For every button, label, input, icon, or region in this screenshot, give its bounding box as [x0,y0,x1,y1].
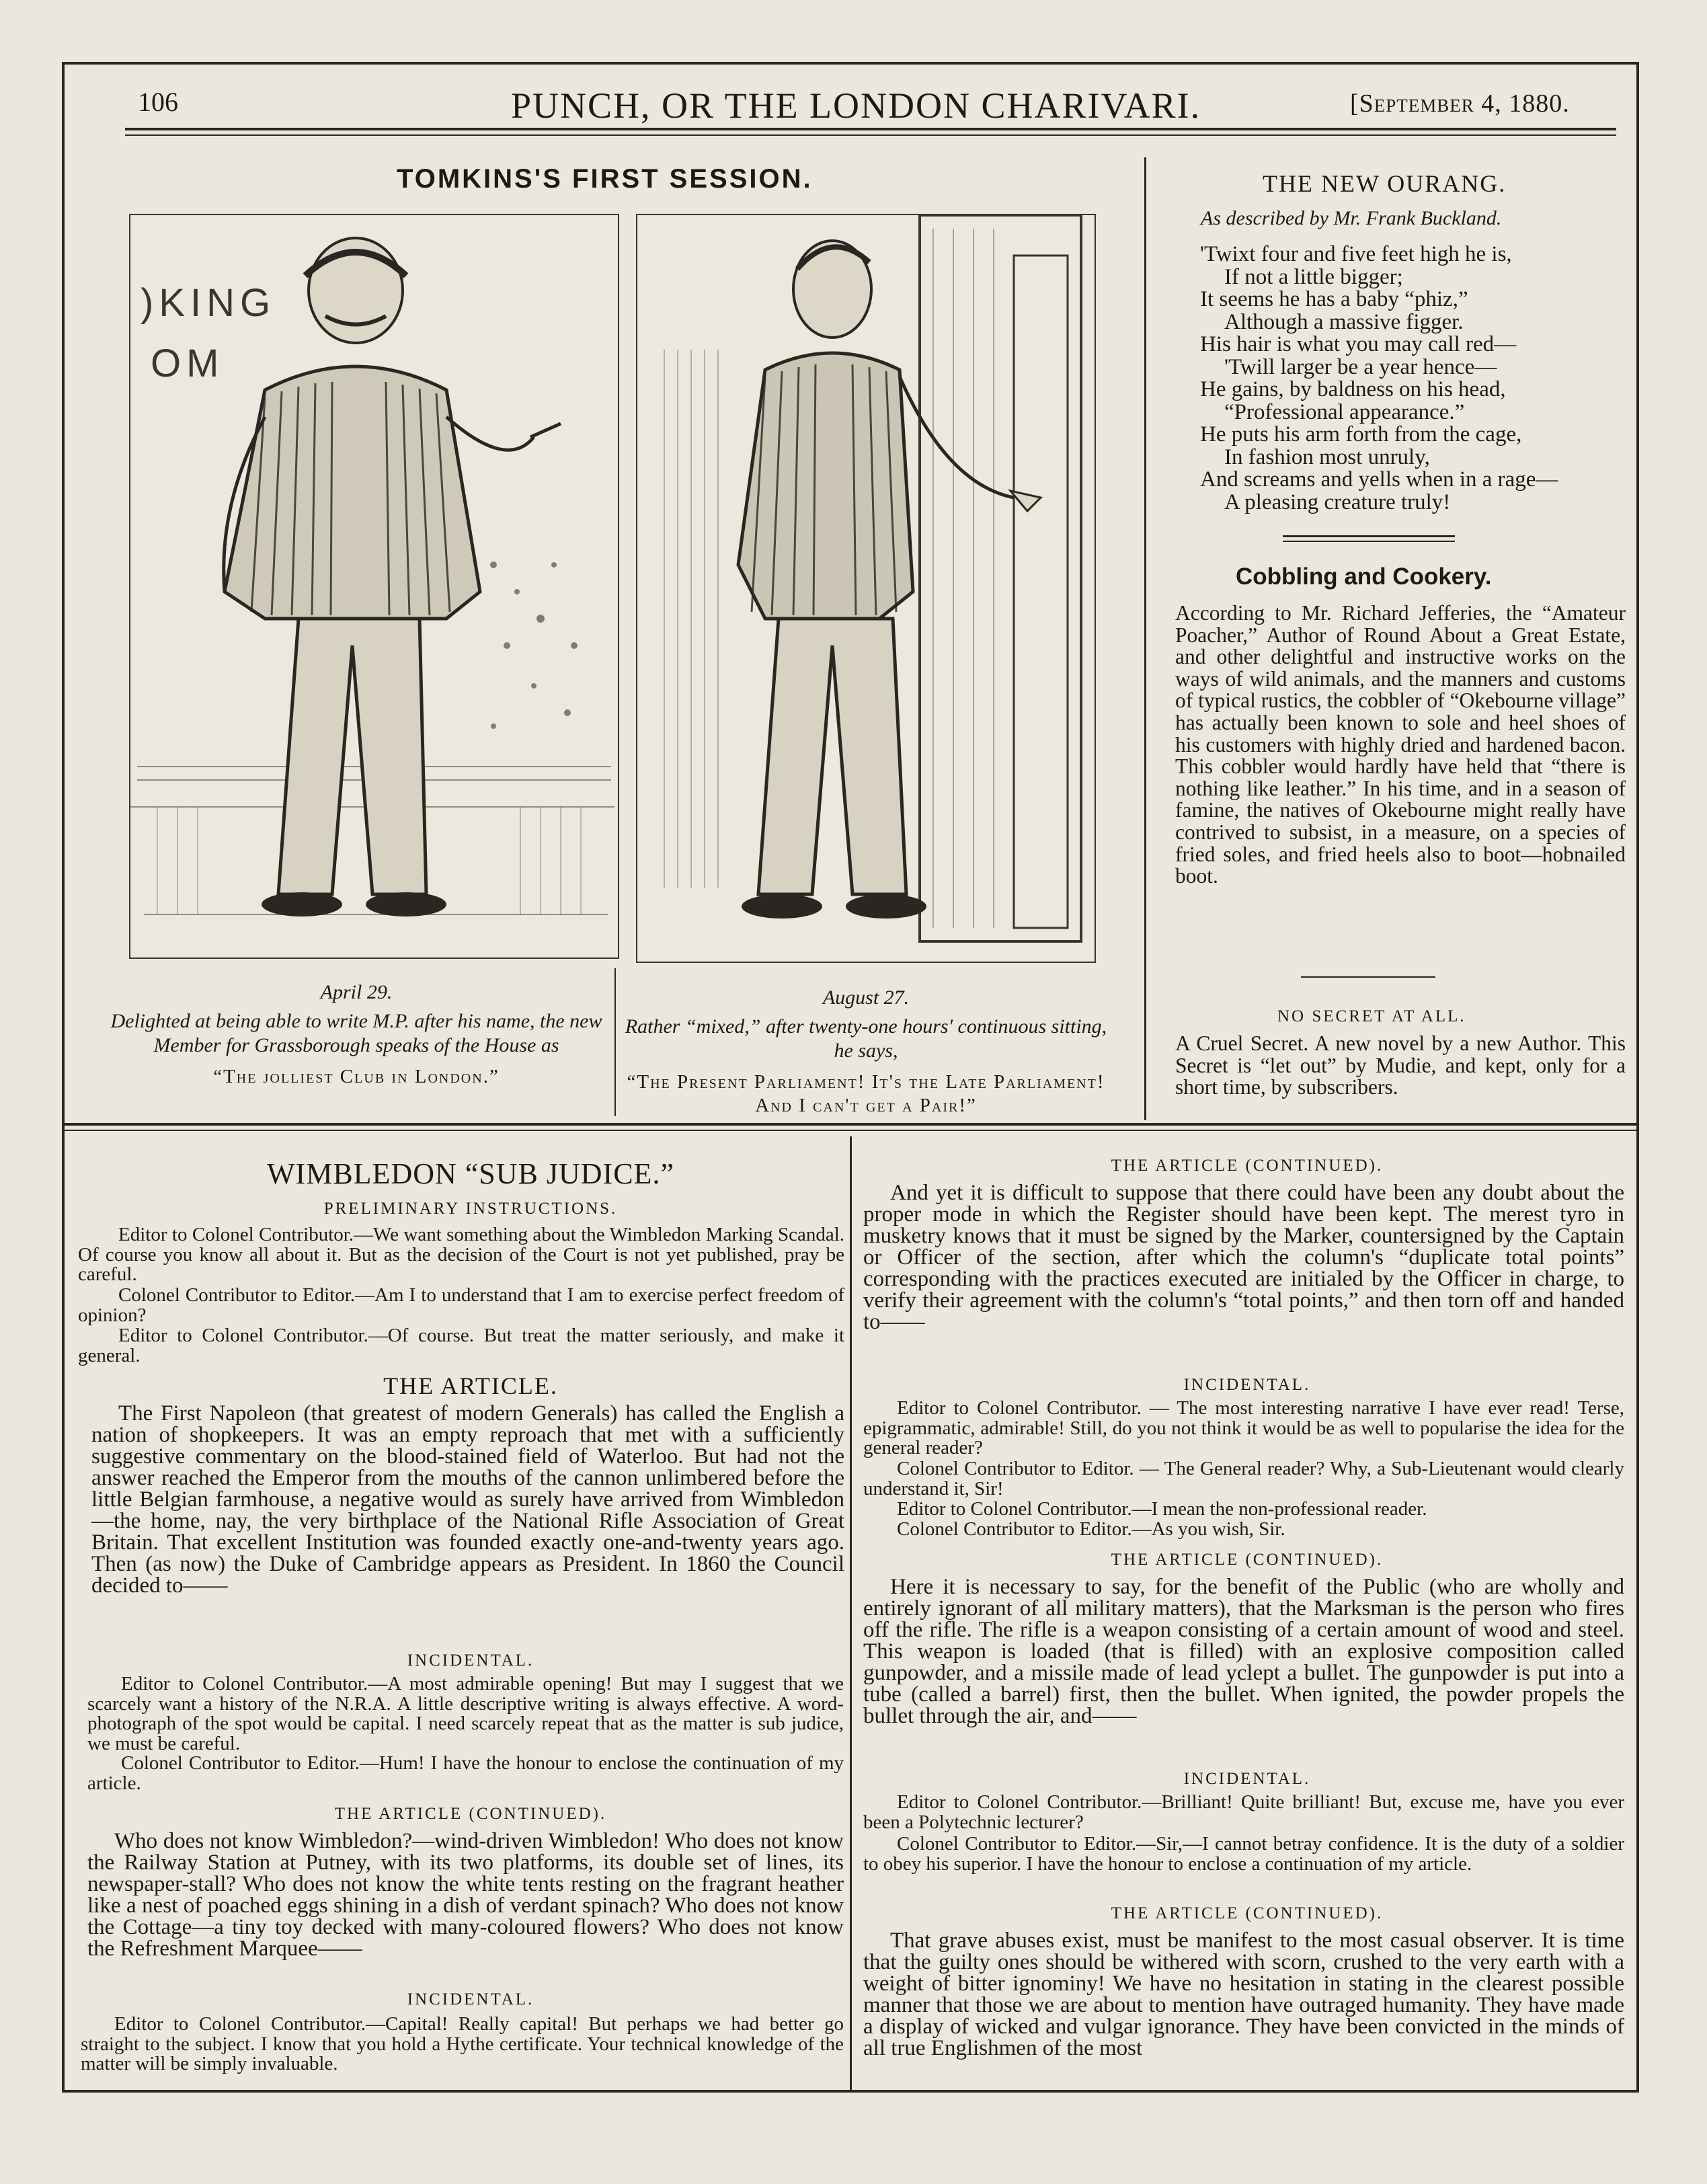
prelim-p2: Colonel Contributor to Editor.—Am I to understand that I am to exercise perfect freedom of opinion? [78,1284,844,1326]
incidental-3-c: Editor to Colonel Contributor.—I mean the non-professional reader. [897,1498,1427,1520]
cartoon-panel-right [636,214,1096,963]
incidental-3-d: Colonel Contributor to Editor.—As you wish, Sir. [897,1518,1285,1540]
header-rule [125,128,1616,130]
caption-left-date: April 29. [320,981,393,1003]
poem-title: THE NEW OURANG. [1263,170,1507,197]
cobbling-text: According to Mr. Richard Jefferies, the “Amateur Poacher,” Author of Round About a Great Estate, and other delightful and instructive works on the ways of wild animals, and the manners and customs of typical rustics, the cobbler of “Okebourne village” has actually been known to sole and heel shoes of his customers with highly dried and hardened bacon. This cobbler would hardly have held that “there is nothing like leather.” In his time, and in a season of famine, the natives of Okebourne might really have contrived to subsist, in a measure, on a species of fried soles, and fried heels also to boot—hobnailed boot. [1175,601,1626,888]
header-rule-thin [125,134,1616,136]
poem-line: It seems he has a baby “phiz,” [1200,287,1468,311]
poem-line: He puts his arm forth from the cage, [1200,422,1522,446]
no-secret-text: A Cruel Secret. A new novel by a new Author. This Secret is “let out” by Mudie, and kept, only for a short time, by subscribers. [1175,1031,1626,1099]
incidental-2-text: Editor to Colonel Contributor.—Capital! Really capital! But perhaps we had better go straight to the subject. I know that you hold a Hythe certificate. Your technical knowledge of the matter will be simply invaluable. [81,2013,844,2075]
poem-rule-thin [1283,541,1455,542]
poem-rule [1283,535,1455,537]
prelim-p1: Editor to Colonel Contributor.—We want something about the Wimbledon Marking Scandal. Of course you know all about it. But as the decision of the Court is not yet published, pray be careful. [78,1224,844,1286]
continued-1-text: Who does not know Wimbledon?—wind-driven Wimbledon! Who does not know the Railway Station at Putney, with its two platforms, its double set of lines, its newspaper-stall? Who does not know the white tents resting on the fragrant heather like a nest of poached eggs shining in a dish of verdant spinach? Who does not know the Cottage—a tiny toy decked with many-coloured flowers? Who does not know the Refreshment Marquee—— [87,1829,844,1961]
poem-line: If not a little bigger; [1224,264,1403,289]
incidental-4-a: Editor to Colonel Contributor.—Brilliant! Quite brilliant! But, excuse me, have you ever been a Polytechnic lecturer? [863,1791,1624,1833]
incidental-1-b: Colonel Contributor to Editor.—Hum! I have the honour to enclose the continuation of my article. [87,1752,844,1794]
poem-subtitle: As described by Mr. Frank Buckland. [1201,207,1502,229]
caption-right-quote: “The Present Parliament! It's the Late Parliament! And I can't get a Pair!” [627,1070,1105,1117]
section-divider-thin [65,1130,1636,1131]
continued-2-heading: THE ARTICLE (CONTINUED). [1111,1157,1384,1175]
continued-3-heading: THE ARTICLE (CONTINUED). [1111,1551,1384,1569]
article-text: The First Napoleon (that greatest of modern Generals) has called the English a nation of shopkeepers. It was an empty reproach that met with a sufficiently suggestive commentary on the blood-stained field of Waterloo. But had not the answer reached the Emperor from the mouths of the cannon unlimbered before the little Belgian farmhouse, a negative would as surely have arrived from Wimbledon—the home, nay, the very birthplace of the National Rifle Association of Great Britain. That excellent Institution was founded exactly one-and-twenty years ago. Then (as now) the Duke of Cambridge appears as President. In 1860 the Council decided to—— [91,1401,844,1598]
continued-1-heading: THE ARTICLE (CONTINUED). [334,1805,607,1823]
incidental-1-a: Editor to Colonel Contributor.—A most admirable opening! But may I suggest that we scarcely want a history of the N.R.A. A little descriptive writing is always effective. A word-photograph of the spot would be capital. I need scarcely repeat that as the matter is sub judice, we must be careful. [87,1673,844,1754]
continued-3-text: Here it is necessary to say, for the benefit of the Public (who are wholly and entirely ignorant of all military matters), that the Marksman is the person who fires off the rifle. The rifle is a weapon consisting of a certain amount of wood and steel. This weapon is loaded (that is filled) with an explosive composition called gunpowder, and a missile made of lead yclept a bullet. The gunpowder is put into a tube (called a barrel) first, then the bullet. When ignited, the powder propels the bullet through the air, and—— [863,1575,1624,1728]
prelim-heading: PRELIMINARY INSTRUCTIONS. [323,1200,618,1218]
incidental-2-heading: INCIDENTAL. [407,1990,534,2008]
incidental-1-heading: INCIDENTAL. [407,1651,534,1670]
caption-left [94,980,619,1089]
caption-left-quote: “The jolliest Club in London.” [213,1065,500,1087]
prelim-p3: Editor to Colonel Contributor.—Of course. But treat the matter seriously, and make it general. [78,1325,844,1366]
wall-text-line2: OM [151,342,225,385]
column-rule-top [1144,157,1146,1120]
poem-line: 'Twill larger be a year hence— [1224,354,1497,379]
cartoon-panel-left [129,214,619,959]
wimbledon-title: WIMBLEDON “SUB JUDICE.” [267,1157,674,1190]
cartoon-title: TOMKINS'S FIRST SESSION. [397,164,813,194]
caption-right-text: Rather “mixed,” after twenty-one hours' continuous sitting, he says, [625,1015,1107,1062]
caption-left-text: Delighted at being able to write M.P. after his name, the new Member for Grassborough speaks of the House as [110,1009,602,1057]
poem-line: “Professional appearance.” [1224,399,1465,424]
continued-4-heading: THE ARTICLE (CONTINUED). [1111,1904,1384,1922]
issue-date: [September 4, 1880. [1350,89,1570,118]
poem-line: Although a massive figger. [1224,309,1464,334]
caption-right [624,986,1108,1118]
illustration-jolly-member [130,215,618,958]
continued-2-text: And yet it is difficult to suppose that there could have been any doubt about the proper mode in which the Register should have been kept. The merest tyro in musketry knows that it must be signed by the Marker, countersigned by the Captain or Officer of the section, after which the column's “duplicate total points” corresponding with the practices executed are initialed by the Officer in charge, to verify their agreement with the column's “total points,” and then torn off and handed to—— [863,1181,1624,1334]
incidental-3-b: Colonel Contributor to Editor. — The General reader? Why, a Sub-Lieutenant would clearly understand it, Sir! [863,1458,1624,1499]
poem-line: His hair is what you may call red— [1200,332,1517,356]
poem-line: 'Twixt four and five feet high he is, [1200,242,1512,266]
journal-title: PUNCH, OR THE LONDON CHARIVARI. [511,85,1201,126]
incidental-3-heading: INCIDENTAL. [1183,1376,1311,1394]
poem-body [1200,243,1558,514]
page-number: 106 [138,87,178,117]
caption-right-date: August 27. [822,986,910,1009]
incidental-4-b: Colonel Contributor to Editor.—Sir,—I cannot betray confidence. It is the duty of a soldier to obey his superior. I have the honour to enclose a continuation of my article. [863,1833,1624,1875]
continued-4-text: That grave abuses exist, must be manifest to the most casual observer. It is time that the guilty ones should be withered with scorn, crushed to the very earth with a weight of bitter ignominy! We have no hesitation in stating in the clearest possible manner that those we are about to mention have outraged humanity. They have made a display of wicked and vulgar ignorance. They have been convicted in the minds of all true Englishmen of the most [863,1928,1624,2060]
article-heading: THE ARTICLE. [383,1372,558,1399]
cobbling-title: Cobbling and Cookery. [1236,563,1492,590]
cobbling-rule [1301,976,1435,978]
no-secret-title: NO SECRET AT ALL. [1277,1007,1466,1025]
illustration-weary-member [637,215,1095,962]
wall-text-line1: )KING [141,281,276,325]
poem-line: A pleasing creature truly! [1224,490,1451,514]
incidental-4-heading: INCIDENTAL. [1183,1770,1311,1788]
poem-line: In fashion most unruly, [1224,444,1430,469]
incidental-3-a: Editor to Colonel Contributor. — The most interesting narrative I have ever read! Terse, epigrammatic, admirable! Still, do you not think it would be as well to popularise the idea for the general reader? [863,1397,1624,1459]
section-divider [65,1123,1636,1126]
column-rule-bottom [850,1136,852,2091]
poem-line: And screams and yells when in a rage— [1200,467,1558,492]
poem-line: He gains, by baldness on his head, [1200,377,1506,401]
